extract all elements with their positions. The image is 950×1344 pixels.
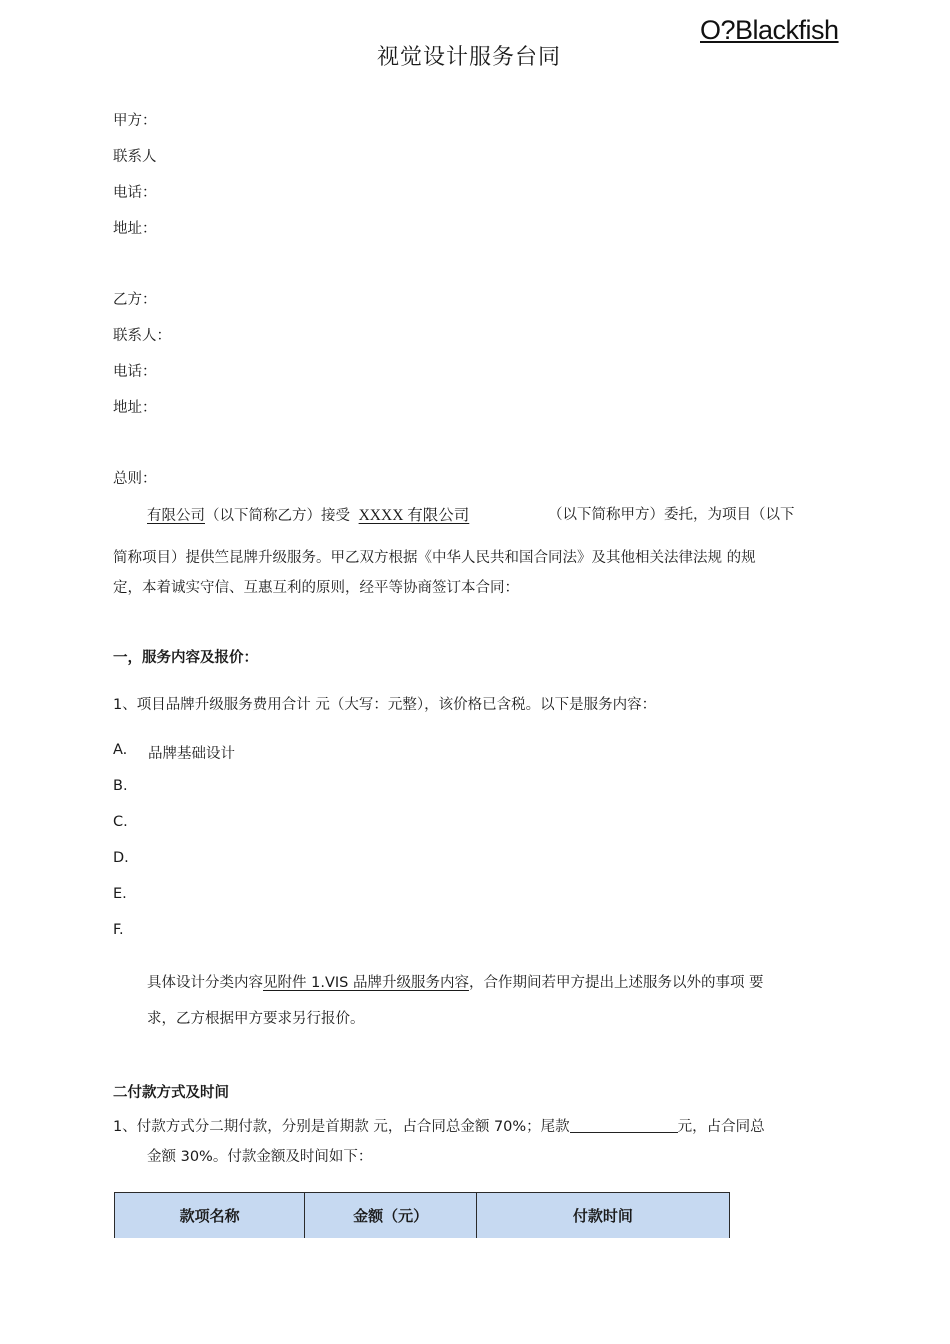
party-b-contact: 联系人：: [113, 328, 171, 344]
service-note-line-2: 求，乙方根据甲方要求另行报价。: [147, 1011, 365, 1027]
service-list-item-letter: D.: [113, 850, 129, 866]
payment-terms-line-1: [113, 1115, 765, 1136]
brand-logo: O?Blackfish: [700, 15, 839, 45]
party-a-contact: 联系人: [113, 149, 157, 165]
general-heading: 总则：: [113, 471, 157, 487]
general-paragraph-line-2: 简称项目）提供竺昆牌升级服务。甲乙双方根据《中华人民共和国合同法》及其他相关法律法规 的规: [113, 550, 756, 566]
party-a-address: 地址：: [113, 221, 157, 237]
party-a-label: 甲方：: [113, 113, 157, 129]
text-segment: 具体设计分类内容: [147, 975, 263, 991]
payment-schedule-table: [114, 1192, 730, 1238]
attachment-link[interactable]: 见附件 1.VIS 品牌升级服务内容: [263, 975, 469, 991]
final-payment-blank: [570, 1118, 678, 1133]
party-a-phone: 电话：: [113, 185, 157, 201]
party-b-address: 地址：: [113, 400, 157, 416]
text-segment: 元，占合同总: [677, 1119, 765, 1135]
service-list-item-letter: E.: [113, 886, 127, 902]
service-list-item-letter: A.: [113, 742, 128, 758]
section-2-heading: 二付款方式及时间: [113, 1085, 229, 1101]
table-header-row: [115, 1193, 730, 1239]
general-paragraph-line-3: 定，本着诚实守信、互惠互利的原则，经平等协商签订本合同：: [113, 580, 519, 596]
payment-terms-line-2: 金额 30%。付款金额及时间如下：: [147, 1149, 373, 1165]
column-header-amount: 金额（元）: [305, 1193, 477, 1239]
general-paragraph-line-1-end: （以下简称甲方）委托，为项目（以下: [548, 507, 795, 523]
text-segment: 1、付款方式分二期付款，分别是首期款 元，占合同总金额 70%；尾款: [113, 1119, 570, 1135]
service-list-item-letter: F.: [113, 922, 124, 938]
service-list-item-letter: B.: [113, 778, 128, 794]
general-paragraph-line-1: [147, 503, 469, 525]
service-note-line-1: [147, 971, 764, 992]
section-1-heading: 一，服务内容及报价：: [113, 650, 258, 666]
party-b-phone: 电话：: [113, 364, 157, 380]
section-1-item-1: 1、项目品牌升级服务费用合计 元（大写：元整），该价格已含税。以下是服务内容：: [113, 697, 657, 713]
party-b-company-blank: 有限公司: [147, 508, 205, 524]
party-b-label: 乙方：: [113, 292, 157, 308]
column-header-payment-name: 款项名称: [115, 1193, 305, 1239]
party-a-company-name: XXXX 有限公司: [358, 507, 470, 524]
document-title: 视觉设计服务台同: [377, 45, 562, 70]
service-list-item-text: 品牌基础设计: [148, 746, 235, 762]
text-segment: （以下简称乙方）接受: [205, 508, 350, 524]
text-segment: ，合作期间若甲方提出上述服务以外的事项 要: [468, 975, 764, 991]
service-list-item-letter: C.: [113, 814, 128, 830]
column-header-payment-time: 付款时间: [476, 1193, 729, 1239]
